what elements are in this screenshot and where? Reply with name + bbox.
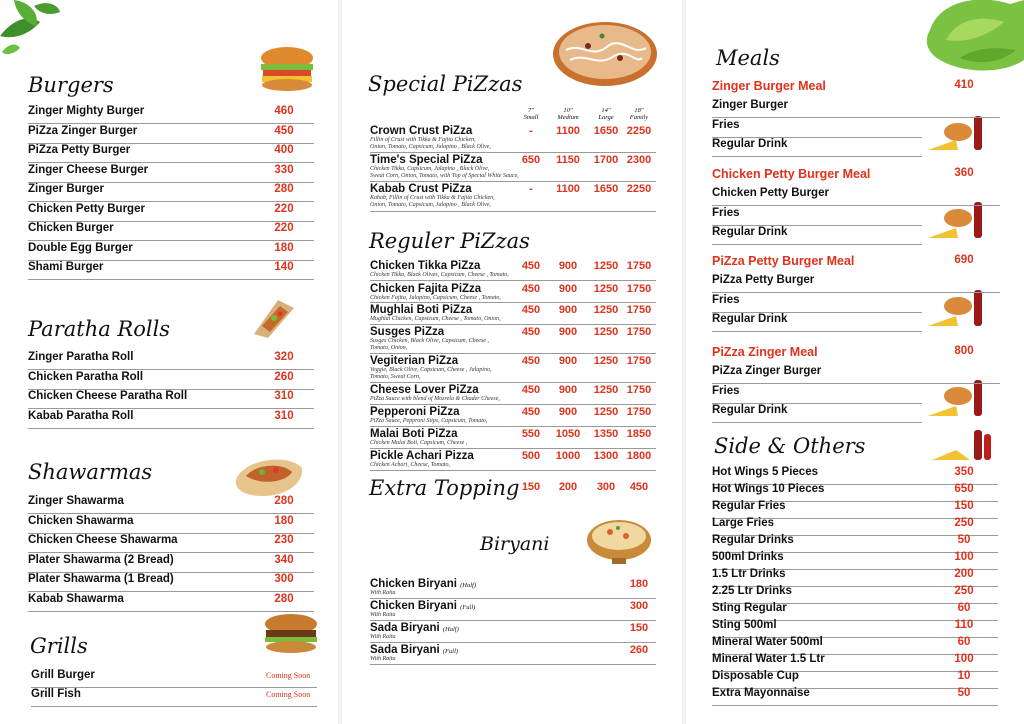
extra-topping-price: 300	[596, 481, 616, 493]
item-price: 330	[274, 163, 294, 176]
shawarma-icon	[232, 452, 306, 498]
item-price: 180	[274, 241, 294, 254]
pizza-size-header	[514, 107, 548, 121]
shawarmas-row	[28, 592, 314, 612]
biryani-title: Biryani	[480, 533, 550, 555]
pizza-price: 1750	[626, 406, 652, 418]
pizza-price: 450	[521, 406, 541, 418]
meal-component: Zinger Burger	[712, 99, 789, 111]
meal-name: Zinger Burger Meal	[712, 79, 826, 93]
burger-icon	[257, 46, 317, 92]
item-price: 60	[957, 602, 971, 614]
pizza-description	[370, 396, 500, 403]
meal-component: Fries	[712, 118, 740, 131]
item-price: 280	[274, 495, 294, 507]
biryani-row	[370, 622, 656, 643]
meal-icon	[926, 378, 988, 420]
regular-pizza-row	[370, 260, 656, 281]
meal-price: 360	[954, 167, 974, 179]
pizza-price: 1750	[626, 260, 652, 272]
meal-component: Regular Drink	[712, 138, 788, 150]
size-label: Small	[523, 114, 539, 121]
meal-name: PiZza Petty Burger Meal	[712, 254, 855, 268]
meal-header-row	[712, 344, 1000, 363]
paratha-title: Paratha Rolls	[28, 317, 171, 341]
meal-component: PiZza Petty Burger	[712, 274, 815, 286]
special-pizza-row	[370, 183, 656, 212]
biryani-name	[370, 578, 476, 590]
item-name: Large Fries	[712, 517, 774, 529]
meal-header-row	[712, 78, 1000, 97]
burgers-row	[28, 202, 314, 222]
biryani-note: With Raita	[370, 656, 396, 662]
item-price: 220	[274, 202, 294, 215]
meal-component-row	[712, 98, 1000, 118]
regular-pizza-row	[370, 450, 656, 471]
pizza-name: Mughlai Boti PiZza	[370, 304, 473, 316]
item-name: Disposable Cup	[712, 670, 799, 682]
pizza-description	[370, 272, 509, 279]
pizza-name: Susges PiZza	[370, 326, 445, 338]
pizza-description	[370, 295, 501, 302]
pizza-price: 900	[558, 355, 578, 367]
pizza-price: 450	[521, 304, 541, 316]
pizza-price: 1750	[626, 283, 652, 295]
grills-title: Grills	[30, 634, 88, 658]
regular-pizza-row	[370, 355, 656, 383]
extra-topping-price: 150	[521, 481, 541, 493]
pizza-description	[370, 166, 519, 179]
pizza-name: Time's Special PiZza	[370, 154, 483, 166]
pizza-description	[370, 462, 450, 469]
item-price: 50	[957, 687, 971, 699]
item-price: 50	[957, 534, 971, 546]
shawarmas-row	[28, 533, 314, 553]
pizza-price: 1100	[556, 125, 580, 137]
regular-pizza-row	[370, 283, 656, 303]
biryani-icon	[582, 514, 656, 568]
pizza-description-line: Onion, Tomato, Capsicum, Jalapino , Black Olive,	[370, 201, 491, 208]
meal-component: Fries	[712, 384, 740, 397]
leaf-icon	[0, 0, 62, 58]
biryani-name	[370, 644, 458, 656]
biryani-price: 180	[629, 578, 649, 590]
regular-pizza-row	[370, 406, 656, 427]
pizza-description-line: Veggie, Black Olive, Capsicum, Cheese , Jalapino,	[370, 367, 492, 373]
pizza-description	[370, 137, 491, 150]
biryani-price: 300	[629, 600, 649, 612]
burgers-row	[28, 124, 314, 144]
pizza-size-header	[589, 107, 623, 121]
pizza-price: 1750	[626, 304, 652, 316]
shawarmas-row	[28, 514, 314, 534]
pizza-price: 450	[521, 384, 541, 396]
pizza-price: 1250	[593, 283, 619, 295]
burgers-row	[28, 241, 314, 261]
biryani-name	[370, 600, 475, 612]
pizza-name: Cheese Lover PiZza	[370, 384, 479, 396]
biryani-portion: (Half)	[460, 582, 477, 589]
meal-component-row	[712, 273, 1000, 293]
pizza-price: 900	[558, 326, 578, 338]
pizza-price: 1800	[626, 450, 652, 462]
biryani-name-text: Chicken Biryani	[370, 578, 461, 590]
biryani-portion: (Full)	[442, 648, 459, 655]
pizza-price: 900	[558, 406, 578, 418]
meal-component: Regular Drink	[712, 226, 788, 238]
pizza-price: 1250	[593, 355, 619, 367]
burgers-row	[28, 221, 314, 241]
pizza-icon	[552, 16, 658, 88]
pizza-description	[370, 338, 489, 351]
pizza-name: Chicken Fajita PiZza	[370, 283, 482, 295]
item-price: 450	[274, 124, 294, 137]
size-inches: 7"	[528, 107, 534, 114]
extra-topping-title: Extra Topping	[369, 476, 520, 500]
meal-component: Regular Drink	[712, 313, 788, 325]
item-name: Double Egg Burger	[28, 241, 133, 254]
pizza-description-line: Chicken Tikka, Black Olives, Capsicum, Cheese , Tomato,	[370, 272, 509, 278]
biryani-row	[370, 578, 656, 599]
shawarmas-row	[28, 553, 314, 573]
pizza-price: 1150	[556, 154, 580, 166]
pizza-description-line: Chicken Fajita, Jalapino, Capsicum, Cheese , Tomato,	[370, 295, 501, 301]
pizza-name: Chicken Tikka PiZza	[370, 260, 481, 272]
item-price: 320	[274, 351, 294, 363]
item-name: Chicken Shawarma	[28, 514, 134, 527]
item-name: Grill Fish	[31, 688, 81, 700]
item-name: Kabab Paratha Roll	[28, 409, 134, 422]
pizza-size-header	[622, 107, 656, 121]
item-name: Chicken Burger	[28, 222, 114, 234]
item-price: 100	[954, 653, 974, 665]
item-price: 100	[954, 551, 974, 563]
pizza-description-line: PiZza Sauce with blend of Mozrela & Chader Cheese,	[370, 396, 500, 402]
special-pizza-row	[370, 154, 656, 182]
item-name: Mineral Water 1.5 Ltr	[712, 653, 825, 665]
item-name: Extra Mayonnaise	[712, 687, 810, 699]
pizza-price: 1250	[593, 260, 619, 272]
item-name: Regular Fries	[712, 500, 786, 512]
pizza-description-line: Chicken Malai Boti, Capsicum, Cheese ,	[370, 440, 468, 446]
pizza-price: 1850	[626, 428, 652, 440]
item-price: 230	[274, 534, 294, 546]
item-price: 150	[954, 500, 974, 512]
item-name: Zinger Mighty Burger	[28, 105, 145, 117]
meal-component-row	[712, 384, 922, 404]
item-name: Plater Shawarma (2 Bread)	[28, 553, 174, 566]
extra-topping-price: 450	[629, 481, 649, 493]
regular-pizza-row	[370, 384, 656, 405]
item-name: Hot Wings 5 Pieces	[712, 466, 818, 478]
item-name: PiZza Zinger Burger	[28, 124, 138, 137]
pizza-description	[370, 195, 495, 208]
burgers-row	[28, 163, 314, 183]
item-name: PiZza Petty Burger	[28, 144, 131, 156]
grills-row	[31, 687, 317, 707]
item-price: 310	[274, 390, 294, 402]
pizza-price: 900	[558, 283, 578, 295]
meal-component-row	[712, 364, 1000, 384]
pizza-price: 450	[521, 326, 541, 338]
biryani-name-text: Sada Biryani	[370, 622, 443, 634]
pizza-price: 1650	[593, 183, 619, 195]
meal-component-row	[712, 137, 922, 157]
item-price: 400	[274, 144, 294, 156]
pizza-description-line: PiZza Sauce, Pepproni Stips, Capsicum, Tomato,	[370, 418, 488, 424]
biryani-note: With Raita	[370, 634, 396, 640]
meal-component-row	[712, 225, 922, 245]
meal-icon	[926, 114, 988, 154]
pizza-price: 1350	[593, 428, 619, 440]
shawarmas-title: Shawarmas	[28, 460, 153, 484]
item-price: 650	[954, 483, 974, 495]
biryani-row	[370, 600, 656, 621]
pizza-name: Crown Crust PiZza	[370, 125, 473, 137]
item-name: Sting 500ml	[712, 619, 777, 631]
pizza-price: -	[529, 183, 533, 195]
item-name: Sting Regular	[712, 602, 787, 614]
item-name: Chicken Cheese Shawarma	[28, 534, 178, 546]
meal-name: Chicken Petty Burger Meal	[712, 167, 871, 181]
sides-row	[712, 686, 998, 706]
item-price: 200	[954, 568, 974, 580]
special-pizza-row	[370, 125, 656, 153]
item-price: 140	[274, 261, 294, 273]
item-name: 1.5 Ltr Drinks	[712, 568, 786, 580]
item-price: 110	[954, 619, 974, 631]
biryani-note: With Raita	[370, 590, 396, 596]
regular-pizza-row	[370, 326, 656, 354]
meal-icon	[926, 288, 988, 330]
sides-title: Side & Others	[714, 434, 866, 458]
size-label: Large	[598, 114, 614, 121]
item-name: 2.25 Ltr Drinks	[712, 585, 792, 597]
meal-header-row	[712, 253, 1000, 272]
item-name: Regular Drinks	[712, 534, 794, 546]
pizza-price: 1750	[626, 384, 652, 396]
pizza-price: 1050	[555, 428, 581, 440]
item-price: 280	[274, 183, 294, 195]
item-price: 280	[274, 592, 294, 605]
pizza-description-line: Susges Chicken, Black Olive, Capsicum, Cheese ,	[370, 338, 489, 344]
biryani-price: 150	[629, 622, 649, 634]
pizza-description-line: Chicken Tikka, Capsicum, Jalapino , Black Olive,	[370, 166, 490, 172]
biryani-portion: (Full)	[460, 604, 476, 611]
pizza-price: 1300	[593, 450, 619, 462]
meal-component-row	[712, 293, 922, 313]
pizza-description-line: Mughlai Chicken, Capsicum, Cheese , Tomato, Onion,	[370, 316, 501, 322]
pizza-price: 550	[521, 428, 541, 440]
shawarmas-row	[28, 494, 314, 514]
item-price: 300	[274, 573, 294, 585]
item-name: Plater Shawarma (1 Bread)	[28, 573, 174, 585]
item-price: 10	[957, 670, 971, 682]
meal-component: Regular Drink	[712, 404, 788, 416]
item-price: 250	[954, 517, 974, 529]
biryani-name-text: Chicken Biryani	[370, 600, 461, 612]
biryani-note: With Raita	[370, 612, 396, 618]
pizza-name: Kabab Crust PiZza	[370, 183, 472, 195]
burgers-row	[28, 260, 314, 280]
pizza-price: 1100	[556, 183, 580, 195]
biryani-name	[370, 622, 459, 634]
meal-component-row	[712, 403, 922, 423]
meal-icon	[926, 200, 988, 242]
burgers-title: Burgers	[28, 73, 114, 97]
pizza-description	[370, 367, 491, 380]
shawarmas-row	[28, 572, 314, 592]
pizza-price: 450	[521, 283, 541, 295]
paratha-row	[28, 370, 314, 390]
pizza-description-line: Sweat Corn, Onion, Tomato, with Top of Special White Sauce,	[370, 172, 519, 179]
burgers-row	[28, 104, 314, 124]
grill-burger-icon	[260, 612, 322, 656]
item-name: Zinger Paratha Roll	[28, 351, 134, 363]
biryani-row	[370, 644, 656, 665]
pizza-price: 450	[521, 260, 541, 272]
size-inches: 18"	[634, 107, 644, 114]
pizza-name: Malai Boti PiZza	[370, 428, 458, 440]
item-name: Chicken Paratha Roll	[28, 370, 144, 383]
meal-component: Fries	[712, 293, 740, 306]
item-price: 250	[954, 585, 974, 597]
paratha-row	[28, 409, 314, 429]
special-pizzas-title: Special PiZzas	[368, 72, 523, 96]
item-name: Chicken Petty Burger	[28, 202, 145, 215]
pizza-name: Pickle Achari Pizza	[370, 450, 474, 462]
pizza-price: 1250	[593, 406, 619, 418]
meal-component-row	[712, 186, 1000, 206]
meal-header-row	[712, 166, 1000, 185]
pizza-name: Pepperoni PiZza	[370, 406, 460, 418]
item-name: Hot Wings 10 Pieces	[712, 483, 825, 495]
meal-component-row	[712, 312, 922, 332]
lettuce-icon	[920, 0, 1024, 74]
pizza-price: 500	[521, 450, 541, 462]
regular-pizza-row	[370, 428, 656, 449]
meal-component-row	[712, 118, 922, 138]
meal-price: 800	[954, 345, 974, 357]
item-price: 260	[274, 370, 294, 383]
meal-component: Chicken Petty Burger	[712, 187, 829, 199]
size-inches: 14"	[601, 107, 611, 114]
meal-component: PiZza Zinger Burger	[712, 365, 822, 377]
item-name: Grill Burger	[31, 669, 95, 681]
meal-component: Fries	[712, 206, 740, 219]
biryani-name-text: Sada Biryani	[370, 644, 443, 656]
item-name: 500ml Drinks	[712, 551, 784, 563]
pizza-price: 2300	[626, 154, 652, 166]
biryani-portion: (Half)	[442, 626, 459, 633]
pizza-price: 450	[521, 355, 541, 367]
item-name: Zinger Cheese Burger	[28, 163, 149, 176]
pizza-price: 1250	[593, 384, 619, 396]
pizza-description	[370, 418, 487, 425]
item-name: Mineral Water 500ml	[712, 636, 823, 648]
item-name: Shami Burger	[28, 261, 104, 273]
item-name: Zinger Shawarma	[28, 495, 124, 507]
pizza-price: 900	[558, 260, 578, 272]
burgers-row	[28, 143, 314, 163]
size-label: Medium	[557, 114, 579, 121]
meals-title: Meals	[716, 46, 780, 70]
biryani-price: 260	[629, 644, 649, 656]
burgers-row	[28, 182, 314, 202]
regular-pizzas-title: Reguler PiZzas	[369, 229, 530, 253]
item-price: 340	[274, 553, 294, 566]
pizza-description-line: Tomato, Onion,	[370, 344, 408, 351]
item-price: 180	[274, 514, 294, 527]
pizza-description-line: Kabab, Fillin of Crust with Tikka & Fajita Chicken,	[370, 195, 495, 201]
coming-soon-label: Coming Soon	[266, 690, 311, 699]
item-name: Chicken Cheese Paratha Roll	[28, 390, 188, 402]
meal-component-row	[712, 206, 922, 226]
meal-name: PiZza Zinger Meal	[712, 345, 818, 359]
fries-drink-icon	[930, 428, 994, 462]
coming-soon-label: Coming Soon	[266, 671, 311, 680]
pizza-description	[370, 316, 501, 323]
pizza-price: 1000	[555, 450, 581, 462]
item-name: Kabab Shawarma	[28, 592, 124, 605]
item-price: 460	[274, 105, 294, 117]
item-price: 350	[954, 466, 974, 478]
meal-price: 410	[954, 79, 974, 91]
pizza-price: 2250	[626, 183, 652, 195]
pizza-price: 1700	[593, 154, 619, 166]
pizza-price: 1750	[626, 326, 652, 338]
pizza-price: 1750	[626, 355, 652, 367]
pizza-description-line: Onion, Tomato, Capsicum, Jalapino , Black Olive,	[370, 143, 491, 150]
pizza-description	[370, 440, 467, 447]
pizza-description-line: Chicken Achari, Cheese, Tomato,	[370, 462, 450, 468]
pizza-price: 2250	[626, 125, 652, 137]
item-price: 310	[274, 409, 294, 422]
pizza-price: 1250	[593, 304, 619, 316]
pizza-description-line: Tomato, Sweat Corn,	[370, 373, 421, 380]
item-price: 220	[274, 222, 294, 234]
pizza-description-line: Fillin of Crust with Tikka & Fajita Chicken,	[370, 137, 476, 143]
pizza-price: 650	[521, 154, 541, 166]
pizza-name: Vegiterian PiZza	[370, 355, 459, 367]
pizza-price: 900	[558, 384, 578, 396]
item-name: Zinger Burger	[28, 183, 105, 195]
meal-price: 690	[954, 254, 974, 266]
item-price: 60	[957, 636, 971, 648]
size-label: Family	[629, 114, 649, 121]
paratha-row	[28, 350, 314, 370]
pizza-price: 900	[558, 304, 578, 316]
paratha-row	[28, 389, 314, 409]
wrap-icon	[248, 296, 296, 340]
extra-topping-price: 200	[558, 481, 578, 493]
pizza-price: 1650	[593, 125, 619, 137]
pizza-price: 1250	[593, 326, 619, 338]
regular-pizza-row	[370, 304, 656, 325]
pizza-size-header	[551, 107, 585, 121]
pizza-price: -	[529, 125, 533, 137]
grills-row	[31, 668, 317, 688]
size-inches: 10"	[563, 107, 573, 114]
